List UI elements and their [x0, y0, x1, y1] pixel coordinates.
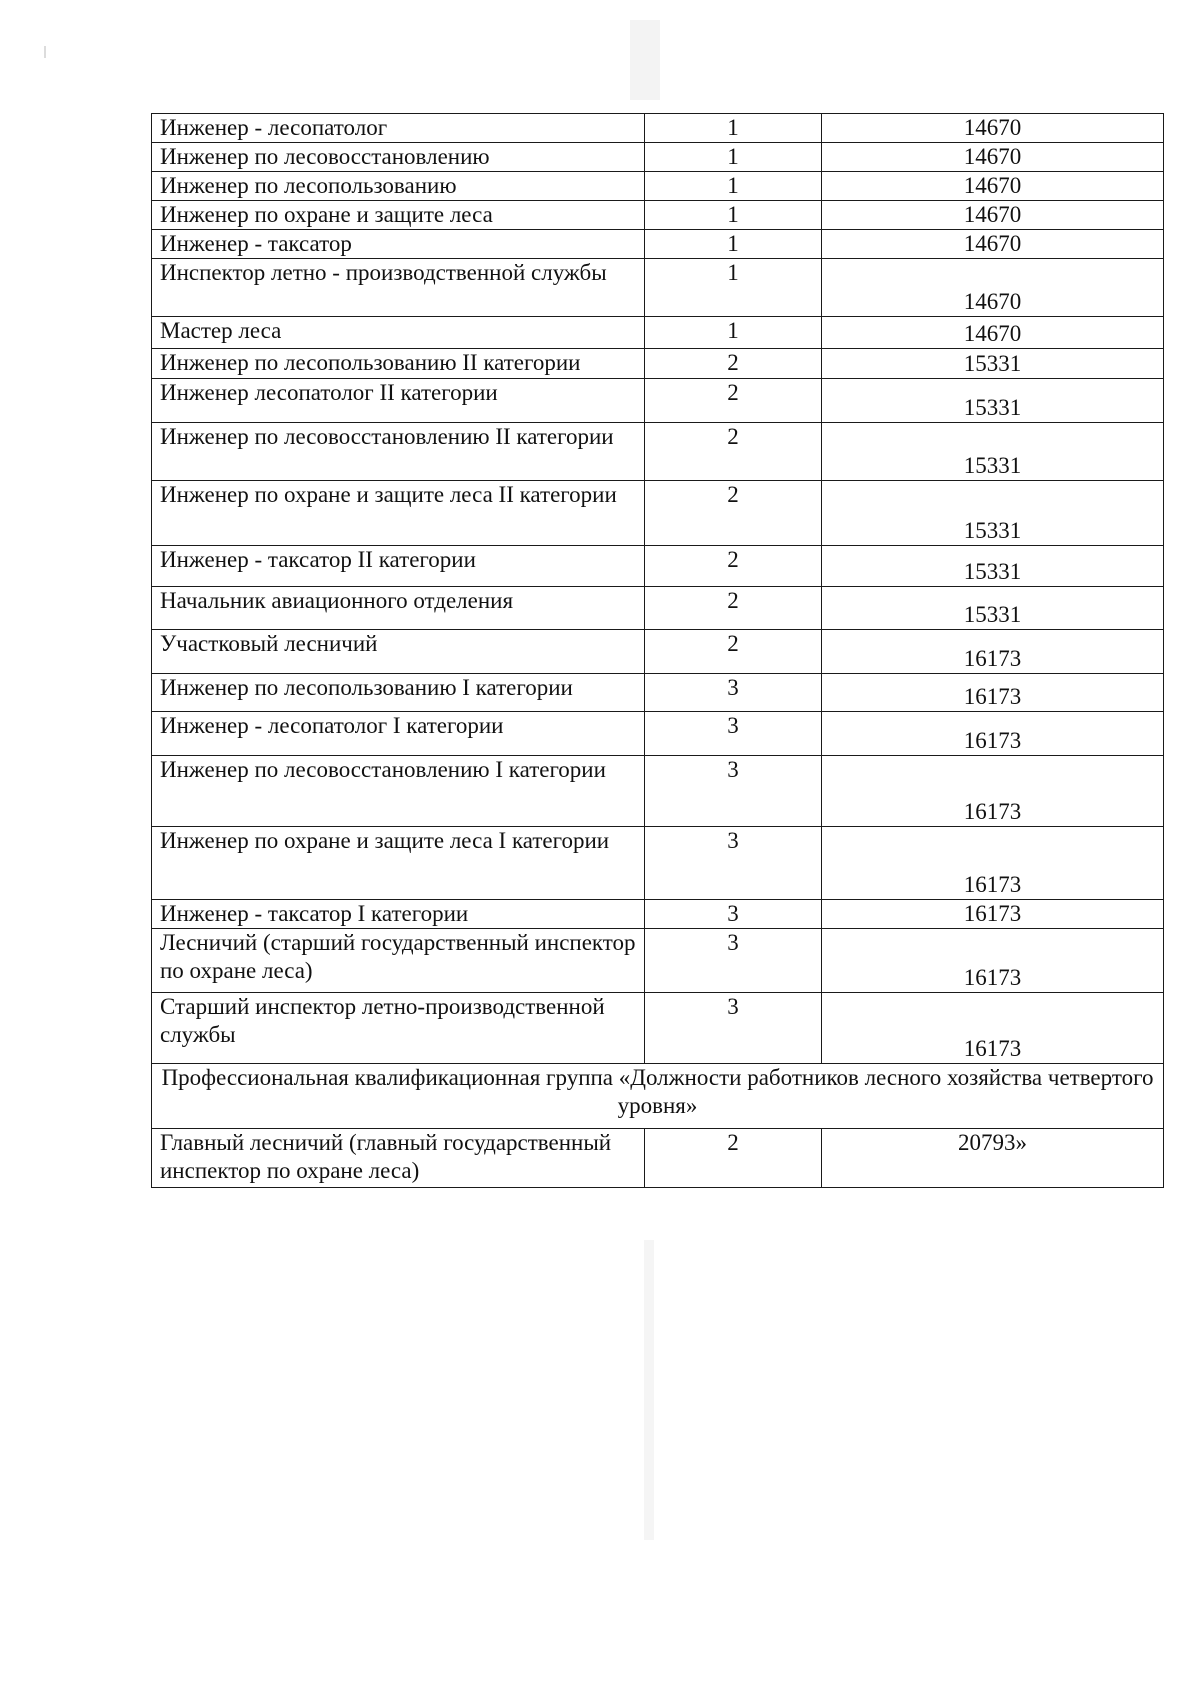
position-name: Инженер по лесопользованию II категории: [152, 349, 645, 379]
qualification-level: 1: [645, 201, 822, 230]
salary-value: 15331: [822, 546, 1164, 587]
qualification-level: 2: [645, 630, 822, 674]
table-row: [152, 1129, 1164, 1188]
salary-value: 14670: [822, 114, 1164, 143]
qualification-level: 1: [645, 114, 822, 143]
qualification-level: 3: [645, 756, 822, 827]
salary-value: 15331: [822, 349, 1164, 379]
qualification-level: 2: [645, 349, 822, 379]
salary-value: 15331: [822, 587, 1164, 630]
position-name: Инженер по охране и защите леса I категории: [152, 827, 645, 900]
table-row: [152, 587, 1164, 630]
table-row: [152, 114, 1164, 143]
salary-value: 15331: [822, 379, 1164, 423]
salary-value: 16173: [822, 630, 1164, 674]
group-header-row: [152, 1064, 1164, 1129]
salary-value: 14670: [822, 143, 1164, 172]
qualification-level: 1: [645, 143, 822, 172]
salary-value: 16173: [822, 827, 1164, 900]
salary-value: 20793»: [822, 1129, 1164, 1188]
position-name: Инженер по охране и защите леса II категории: [152, 481, 645, 546]
position-name: Инженер по лесовосстановлению II категории: [152, 423, 645, 481]
salary-value: 15331: [822, 423, 1164, 481]
table-row: [152, 259, 1164, 317]
position-name: Начальник авиационного отделения: [152, 587, 645, 630]
scan-speck: [44, 46, 46, 58]
scan-speck: [630, 20, 660, 100]
table-row: [152, 379, 1164, 423]
qualification-level: 3: [645, 900, 822, 929]
table-row: [152, 674, 1164, 712]
position-name: Инженер - лесопатолог I категории: [152, 712, 645, 756]
qualification-level: 1: [645, 230, 822, 259]
table-row: [152, 349, 1164, 379]
salary-value: 16173: [822, 712, 1164, 756]
qualification-level: 2: [645, 587, 822, 630]
position-name: Старший инспектор летно-производственной службы: [152, 993, 645, 1064]
position-name: Инженер по лесопользованию: [152, 172, 645, 201]
qualification-level: 1: [645, 259, 822, 317]
position-name: Инспектор летно - производственной службы: [152, 259, 645, 317]
salary-value: 14670: [822, 172, 1164, 201]
position-name: Мастер леса: [152, 317, 645, 349]
qualification-level: 2: [645, 423, 822, 481]
position-name: Инженер - лесопатолог: [152, 114, 645, 143]
salary-value: 16173: [822, 674, 1164, 712]
position-name: Инженер лесопатолог II категории: [152, 379, 645, 423]
salary-value: 14670: [822, 317, 1164, 349]
salary-value: 16173: [822, 756, 1164, 827]
position-name: Инженер по лесовосстановлению: [152, 143, 645, 172]
position-name: Участковый лесничий: [152, 630, 645, 674]
qualification-level: 1: [645, 317, 822, 349]
qualification-level: 3: [645, 929, 822, 993]
table-row: [152, 423, 1164, 481]
table-row: [152, 172, 1164, 201]
table-row: [152, 929, 1164, 993]
table-row: [152, 201, 1164, 230]
qualification-level: 1: [645, 172, 822, 201]
table-row: [152, 481, 1164, 546]
qualification-level: 3: [645, 993, 822, 1064]
salary-value: 14670: [822, 230, 1164, 259]
table-row: [152, 712, 1164, 756]
position-name: Инженер по лесовосстановлению I категории: [152, 756, 645, 827]
position-name: Инженер - таксатор I категории: [152, 900, 645, 929]
salary-value: 15331: [822, 481, 1164, 546]
position-name: Главный лесничий (главный государственный инспектор по охране леса): [152, 1129, 645, 1188]
salary-value: 16173: [822, 900, 1164, 929]
table-row: [152, 317, 1164, 349]
salary-value: 16173: [822, 993, 1164, 1064]
qualification-level: 2: [645, 546, 822, 587]
table-row: [152, 900, 1164, 929]
scan-speck: [644, 1240, 654, 1540]
position-name: Инженер по лесопользованию I категории: [152, 674, 645, 712]
salary-value: 16173: [822, 929, 1164, 993]
salary-table: [151, 113, 1164, 1188]
qualification-level: 2: [645, 1129, 822, 1188]
position-name: Инженер - таксатор: [152, 230, 645, 259]
table-row: [152, 143, 1164, 172]
salary-value: 14670: [822, 259, 1164, 317]
salary-value: 14670: [822, 201, 1164, 230]
table-row: [152, 546, 1164, 587]
position-name: Инженер - таксатор II категории: [152, 546, 645, 587]
position-name: Лесничий (старший государственный инспектор по охране леса): [152, 929, 645, 993]
table-row: [152, 993, 1164, 1064]
qualification-level: 3: [645, 712, 822, 756]
qualification-level: 2: [645, 379, 822, 423]
table-row: [152, 827, 1164, 900]
qualification-group-header: Профессиональная квалификационная группа «Должности работников лесного хозяйства четвертого уровня»: [152, 1064, 1164, 1129]
qualification-level: 3: [645, 674, 822, 712]
table-row: [152, 630, 1164, 674]
position-name: Инженер по охране и защите леса: [152, 201, 645, 230]
qualification-level: 2: [645, 481, 822, 546]
table-row: [152, 756, 1164, 827]
table-row: [152, 230, 1164, 259]
qualification-level: 3: [645, 827, 822, 900]
